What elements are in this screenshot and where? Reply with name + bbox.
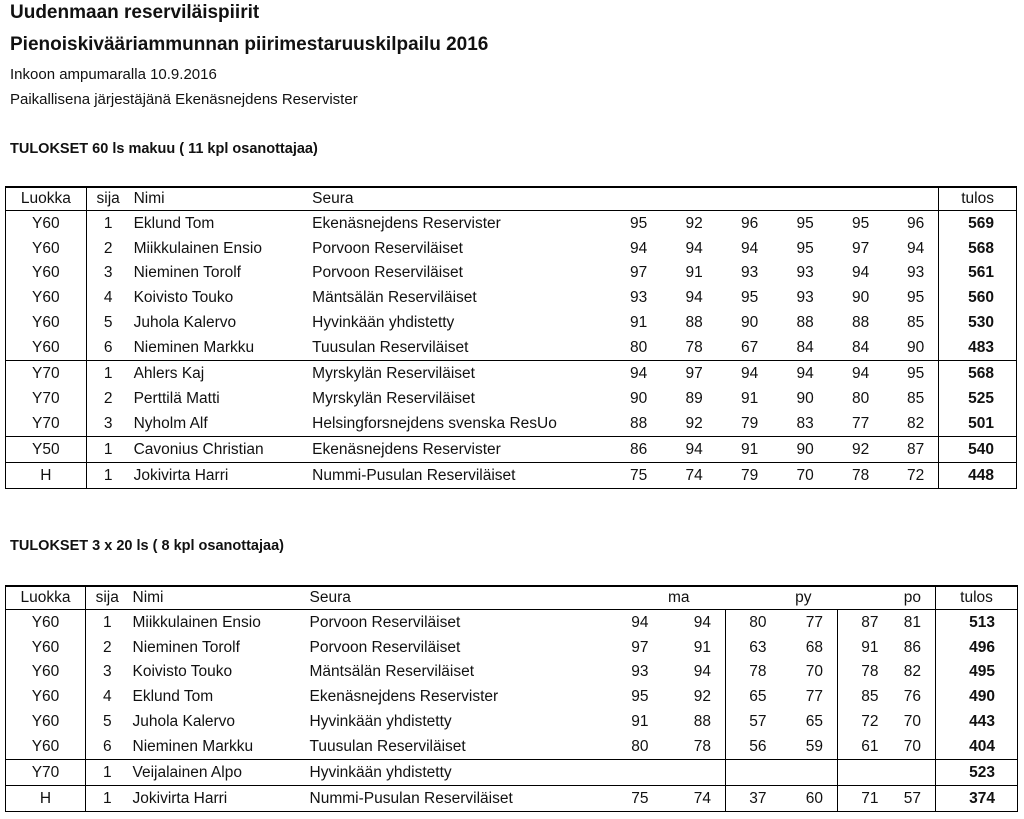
col-ma: ma bbox=[606, 586, 726, 610]
cell-series-score: 78 bbox=[828, 462, 883, 488]
cell-seura: Myrskylän Reserviläiset bbox=[308, 361, 611, 386]
cell-series-score: 87 bbox=[838, 610, 893, 635]
cell-luokka: Y60 bbox=[6, 660, 86, 685]
cell-series-score: 89 bbox=[685, 389, 703, 407]
cell-sija: 1 bbox=[102, 613, 112, 631]
cell-series-score bbox=[663, 760, 726, 786]
cell-luokka: Y60 bbox=[6, 685, 86, 710]
cell-luokka: Y60 bbox=[6, 635, 86, 660]
cell-series-score: 88 bbox=[796, 314, 814, 332]
cell-tulos: 568 bbox=[939, 361, 1017, 386]
cell-seura: Ekenäsnejdens Reservister bbox=[309, 688, 499, 706]
col-po: po bbox=[838, 586, 936, 610]
cell-nimi: Jokivirta Harri bbox=[130, 462, 309, 488]
cell-series-score: 87 bbox=[883, 437, 938, 463]
cell-sija: 1 bbox=[86, 437, 129, 463]
cell-seura: Nummi-Pusulan Reserviläiset bbox=[308, 462, 611, 488]
cell-series-score bbox=[838, 760, 893, 786]
cell-luokka: Y60 bbox=[6, 335, 87, 360]
cell-series-score: 78 bbox=[726, 660, 781, 685]
cell-series-score: 91 bbox=[630, 314, 648, 332]
cell-series-score: 92 bbox=[693, 688, 712, 706]
cell-series-score: 86 bbox=[903, 638, 922, 656]
cell-seura: Ekenäsnejdens Reservister bbox=[312, 214, 501, 232]
cell-sija: 1 bbox=[86, 361, 129, 386]
organizer: Paikallisena järjestäjänä Ekenäsnejdens Reservister bbox=[10, 91, 358, 108]
cell-series-score: 92 bbox=[685, 214, 703, 232]
cell-luokka: Y70 bbox=[6, 361, 87, 386]
cell-seura: Mäntsälän Reserviläiset bbox=[312, 289, 477, 307]
cell-series-score: 94 bbox=[741, 239, 759, 257]
cell-series-score: 85 bbox=[838, 685, 893, 710]
table-row bbox=[6, 710, 1018, 735]
cell-sija: 2 bbox=[103, 239, 113, 257]
cell-series-score: 94 bbox=[685, 239, 703, 257]
cell-series-score: 88 bbox=[693, 713, 712, 731]
cell-series-score: 96 bbox=[906, 214, 925, 232]
cell-series-score: 80 bbox=[726, 610, 781, 635]
cell-series-score: 91 bbox=[838, 635, 893, 660]
table-row bbox=[6, 437, 1017, 463]
table-row bbox=[6, 361, 1017, 386]
results-table-3x20 bbox=[5, 585, 1018, 812]
cell-nimi: Jokivirta Harri bbox=[129, 786, 306, 812]
table-header-row bbox=[6, 586, 1018, 610]
cell-series-score: 88 bbox=[685, 314, 703, 332]
cell-luokka: Y60 bbox=[6, 211, 87, 236]
section2-title: TULOKSET 3 x 20 ls ( 8 kpl osanottajaa) bbox=[10, 538, 284, 554]
cell-luokka: Y70 bbox=[6, 411, 87, 436]
cell-series-score: 97 bbox=[661, 361, 716, 386]
cell-tulos: 374 bbox=[936, 786, 1018, 812]
cell-nimi: Eklund Tom bbox=[133, 214, 215, 232]
cell-series-score: 95 bbox=[630, 214, 648, 232]
cell-seura: Ekenäsnejdens Reservister bbox=[308, 437, 611, 463]
table-row bbox=[6, 261, 1017, 286]
cell-tulos: 496 bbox=[936, 635, 1018, 660]
cell-series-score: 78 bbox=[685, 339, 703, 357]
cell-tulos: 483 bbox=[939, 335, 1017, 360]
cell-nimi: Nyholm Alf bbox=[133, 414, 208, 432]
table-row bbox=[6, 311, 1017, 336]
cell-luokka: H bbox=[6, 462, 87, 488]
cell-series-score: 85 bbox=[906, 314, 925, 332]
cell-series-score: 92 bbox=[828, 437, 883, 463]
cell-luokka: Y60 bbox=[6, 610, 86, 635]
cell-series-score: 91 bbox=[693, 638, 712, 656]
cell-sija: 1 bbox=[103, 214, 113, 232]
table-row bbox=[6, 760, 1018, 786]
cell-seura: Tuusulan Reserviläiset bbox=[309, 738, 466, 756]
cell-nimi: Eklund Tom bbox=[132, 688, 214, 706]
cell-seura: Porvoon Reserviläiset bbox=[312, 239, 463, 257]
cell-series-score: 80 bbox=[631, 738, 649, 756]
col-nimi: Nimi bbox=[129, 586, 306, 610]
cell-tulos: 525 bbox=[939, 386, 1017, 411]
cell-luokka: Y60 bbox=[6, 710, 86, 735]
cell-series-score: 95 bbox=[796, 239, 814, 257]
cell-series-score: 57 bbox=[726, 710, 781, 735]
cell-sija: 1 bbox=[86, 760, 129, 786]
cell-seura: Myrskylän Reserviläiset bbox=[312, 389, 475, 407]
col-sija: sija bbox=[86, 187, 129, 211]
cell-series-score: 78 bbox=[693, 738, 712, 756]
col-nimi: Nimi bbox=[130, 187, 309, 211]
col-py: py bbox=[726, 586, 838, 610]
cell-tulos: 448 bbox=[939, 462, 1017, 488]
table-row bbox=[6, 685, 1018, 710]
cell-nimi: Nieminen Markku bbox=[133, 339, 255, 357]
cell-sija: 4 bbox=[102, 688, 112, 706]
cell-series-score: 90 bbox=[906, 339, 925, 357]
cell-series-score: 94 bbox=[685, 289, 703, 307]
cell-sija: 4 bbox=[103, 289, 113, 307]
cell-series-score: 94 bbox=[717, 361, 772, 386]
cell-series-score: 94 bbox=[693, 663, 712, 681]
table-row bbox=[6, 386, 1017, 411]
cell-tulos: 540 bbox=[939, 437, 1017, 463]
cell-series-score: 80 bbox=[851, 389, 870, 407]
col-luokka: Luokka bbox=[6, 187, 87, 211]
cell-series-score: 63 bbox=[726, 635, 781, 660]
cell-nimi: Perttilä Matti bbox=[133, 389, 220, 407]
cell-tulos: 569 bbox=[939, 211, 1017, 236]
cell-luokka: H bbox=[6, 786, 86, 812]
cell-nimi: Koivisto Touko bbox=[132, 663, 233, 681]
cell-series-score: 93 bbox=[906, 264, 925, 282]
cell-seura: Helsingforsnejdens svenska ResUo bbox=[312, 414, 557, 432]
cell-series-score: 91 bbox=[631, 713, 649, 731]
competition-title: Pienoiskivääriammunnan piirimestaruuskilpailu 2016 bbox=[10, 34, 489, 55]
cell-luokka: Y60 bbox=[6, 286, 87, 311]
cell-tulos: 530 bbox=[939, 311, 1017, 336]
cell-series-score bbox=[893, 760, 936, 786]
cell-luokka: Y60 bbox=[6, 311, 87, 336]
cell-tulos: 501 bbox=[939, 411, 1017, 436]
cell-series-score: 84 bbox=[851, 339, 870, 357]
cell-series-score: 93 bbox=[796, 264, 814, 282]
cell-sija: 3 bbox=[103, 264, 113, 282]
cell-sija: 5 bbox=[103, 314, 113, 332]
cell-series-score: 96 bbox=[741, 214, 759, 232]
cell-series-score: 94 bbox=[661, 437, 716, 463]
cell-nimi: Koivisto Touko bbox=[133, 289, 234, 307]
cell-series-score: 77 bbox=[805, 688, 824, 706]
cell-seura: Hyvinkään yhdistetty bbox=[306, 760, 606, 786]
cell-seura: Nummi-Pusulan Reserviläiset bbox=[306, 786, 606, 812]
cell-tulos: 443 bbox=[936, 710, 1018, 735]
cell-series-score: 68 bbox=[805, 638, 824, 656]
cell-sija: 6 bbox=[102, 738, 112, 756]
cell-series-score: 80 bbox=[630, 339, 648, 357]
cell-tulos: 513 bbox=[936, 610, 1018, 635]
cell-series-score: 94 bbox=[693, 613, 712, 631]
cell-series-score: 91 bbox=[717, 437, 772, 463]
cell-series-score: 90 bbox=[772, 437, 827, 463]
cell-series-score: 93 bbox=[631, 663, 649, 681]
cell-sija: 1 bbox=[86, 786, 129, 812]
table-row bbox=[6, 462, 1017, 488]
cell-series-score: 97 bbox=[630, 264, 648, 282]
cell-series-score: 74 bbox=[663, 786, 726, 812]
cell-seura: Mäntsälän Reserviläiset bbox=[309, 663, 475, 681]
cell-series-score: 60 bbox=[781, 786, 838, 812]
cell-series-score: 90 bbox=[851, 289, 870, 307]
cell-sija: 2 bbox=[103, 389, 113, 407]
cell-series-score: 95 bbox=[796, 214, 814, 232]
cell-series-score: 83 bbox=[796, 414, 814, 432]
cell-series-score: 94 bbox=[851, 264, 870, 282]
cell-series-score: 77 bbox=[805, 613, 824, 631]
cell-series-score: 78 bbox=[838, 660, 893, 685]
cell-series-score bbox=[781, 760, 838, 786]
cell-series-score: 97 bbox=[851, 239, 870, 257]
cell-nimi: Miikkulainen Ensio bbox=[132, 613, 261, 631]
cell-series-score: 72 bbox=[883, 462, 938, 488]
cell-sija: 3 bbox=[103, 414, 113, 432]
cell-tulos: 560 bbox=[939, 286, 1017, 311]
table-row bbox=[6, 286, 1017, 311]
cell-series-score: 81 bbox=[903, 613, 922, 631]
cell-nimi: Nieminen Torolf bbox=[133, 264, 241, 282]
cell-luokka: Y60 bbox=[6, 734, 86, 759]
cell-seura: Porvoon Reserviläiset bbox=[309, 638, 461, 656]
table-row bbox=[6, 211, 1017, 236]
cell-series-score: 67 bbox=[741, 339, 759, 357]
cell-series-score: 93 bbox=[741, 264, 759, 282]
cell-series-score: 61 bbox=[838, 734, 893, 759]
cell-seura: Tuusulan Reserviläiset bbox=[312, 339, 469, 357]
cell-tulos: 495 bbox=[936, 660, 1018, 685]
cell-series-score: 94 bbox=[630, 239, 648, 257]
col-seura: Seura bbox=[308, 187, 611, 211]
cell-series-score: 79 bbox=[741, 414, 759, 432]
cell-series-score: 88 bbox=[630, 414, 648, 432]
cell-sija: 2 bbox=[102, 638, 112, 656]
cell-seura: Porvoon Reserviläiset bbox=[309, 613, 461, 631]
results-table-prone bbox=[5, 186, 1017, 489]
cell-series-score: 65 bbox=[726, 685, 781, 710]
table-row bbox=[6, 734, 1018, 759]
cell-tulos: 490 bbox=[936, 685, 1018, 710]
table-row bbox=[6, 236, 1017, 261]
cell-series-score: 65 bbox=[805, 713, 824, 731]
cell-nimi: Cavonius Christian bbox=[130, 437, 309, 463]
cell-nimi: Veijalainen Alpo bbox=[129, 760, 306, 786]
cell-series-score: 79 bbox=[717, 462, 772, 488]
cell-series-score: 57 bbox=[893, 786, 936, 812]
cell-series-score: 95 bbox=[851, 214, 870, 232]
cell-series-score: 82 bbox=[903, 663, 922, 681]
cell-series-score: 94 bbox=[611, 361, 661, 386]
cell-series-score: 90 bbox=[630, 389, 648, 407]
cell-nimi: Miikkulainen Ensio bbox=[133, 239, 262, 257]
col-luokka: Luokka bbox=[6, 586, 86, 610]
cell-sija: 3 bbox=[102, 663, 112, 681]
cell-series-score: 95 bbox=[906, 289, 925, 307]
cell-series-score: 70 bbox=[903, 738, 922, 756]
cell-series-score: 70 bbox=[805, 663, 824, 681]
table-row bbox=[6, 660, 1018, 685]
cell-series-score: 74 bbox=[661, 462, 716, 488]
cell-tulos: 568 bbox=[939, 236, 1017, 261]
cell-series-score: 77 bbox=[851, 414, 870, 432]
cell-luokka: Y50 bbox=[6, 437, 87, 463]
cell-series-score: 75 bbox=[606, 786, 663, 812]
col-sija: sija bbox=[86, 586, 129, 610]
cell-tulos: 404 bbox=[936, 734, 1018, 759]
cell-series-score: 82 bbox=[906, 414, 925, 432]
cell-sija: 6 bbox=[103, 339, 113, 357]
cell-series-score: 71 bbox=[838, 786, 893, 812]
cell-series-score: 94 bbox=[631, 613, 649, 631]
cell-nimi: Juhola Kalervo bbox=[132, 713, 236, 731]
cell-series-score: 90 bbox=[796, 389, 814, 407]
cell-seura: Hyvinkään yhdistetty bbox=[309, 713, 452, 731]
cell-nimi: Ahlers Kaj bbox=[130, 361, 309, 386]
cell-nimi: Nieminen Torolf bbox=[132, 638, 240, 656]
cell-series-score: 91 bbox=[741, 389, 759, 407]
cell-series-score: 88 bbox=[851, 314, 870, 332]
cell-series-score: 94 bbox=[772, 361, 827, 386]
col-tulos: tulos bbox=[939, 187, 1017, 211]
cell-series-score: 56 bbox=[726, 734, 781, 759]
table-row bbox=[6, 635, 1018, 660]
cell-series-score: 70 bbox=[903, 713, 922, 731]
cell-series-score: 90 bbox=[741, 314, 759, 332]
table-row bbox=[6, 610, 1018, 635]
cell-series-score: 91 bbox=[685, 264, 703, 282]
section1-title: TULOKSET 60 ls makuu ( 11 kpl osanottajaa) bbox=[10, 141, 318, 157]
cell-series-score: 93 bbox=[630, 289, 648, 307]
cell-series-score: 93 bbox=[796, 289, 814, 307]
cell-series-score: 95 bbox=[631, 688, 649, 706]
cell-series-score: 94 bbox=[906, 239, 925, 257]
cell-tulos: 523 bbox=[936, 760, 1018, 786]
cell-series-score: 37 bbox=[726, 786, 781, 812]
cell-series-score: 97 bbox=[631, 638, 649, 656]
cell-seura: Hyvinkään yhdistetty bbox=[312, 314, 455, 332]
table-row bbox=[6, 335, 1017, 360]
cell-series-score bbox=[606, 760, 663, 786]
cell-nimi: Nieminen Markku bbox=[132, 738, 254, 756]
cell-series-score bbox=[726, 760, 781, 786]
table-row bbox=[6, 411, 1017, 436]
cell-series-score: 85 bbox=[906, 389, 925, 407]
cell-series-score: 92 bbox=[685, 414, 703, 432]
cell-seura: Porvoon Reserviläiset bbox=[312, 264, 463, 282]
col-tulos: tulos bbox=[936, 586, 1018, 610]
table-header-row bbox=[6, 187, 1017, 211]
cell-sija: 5 bbox=[102, 713, 112, 731]
cell-luokka: Y60 bbox=[6, 236, 87, 261]
cell-series-score: 94 bbox=[828, 361, 883, 386]
document-title: Uudenmaan reserviläispiirit bbox=[10, 2, 260, 23]
cell-series-score: 95 bbox=[883, 361, 938, 386]
cell-series-score: 59 bbox=[805, 738, 824, 756]
col-seura: Seura bbox=[306, 586, 606, 610]
table-row bbox=[6, 786, 1018, 812]
cell-series-score: 72 bbox=[838, 710, 893, 735]
venue-date: Inkoon ampumaralla 10.9.2016 bbox=[10, 66, 217, 83]
cell-luokka: Y70 bbox=[6, 760, 86, 786]
cell-series-score: 75 bbox=[611, 462, 661, 488]
cell-series-score: 84 bbox=[796, 339, 814, 357]
cell-series-score: 76 bbox=[903, 688, 922, 706]
cell-series-score: 86 bbox=[611, 437, 661, 463]
cell-luokka: Y70 bbox=[6, 386, 87, 411]
cell-nimi: Juhola Kalervo bbox=[133, 314, 237, 332]
cell-sija: 1 bbox=[86, 462, 129, 488]
cell-tulos: 561 bbox=[939, 261, 1017, 286]
cell-series-score: 70 bbox=[772, 462, 827, 488]
cell-series-score: 95 bbox=[741, 289, 759, 307]
cell-luokka: Y60 bbox=[6, 261, 87, 286]
